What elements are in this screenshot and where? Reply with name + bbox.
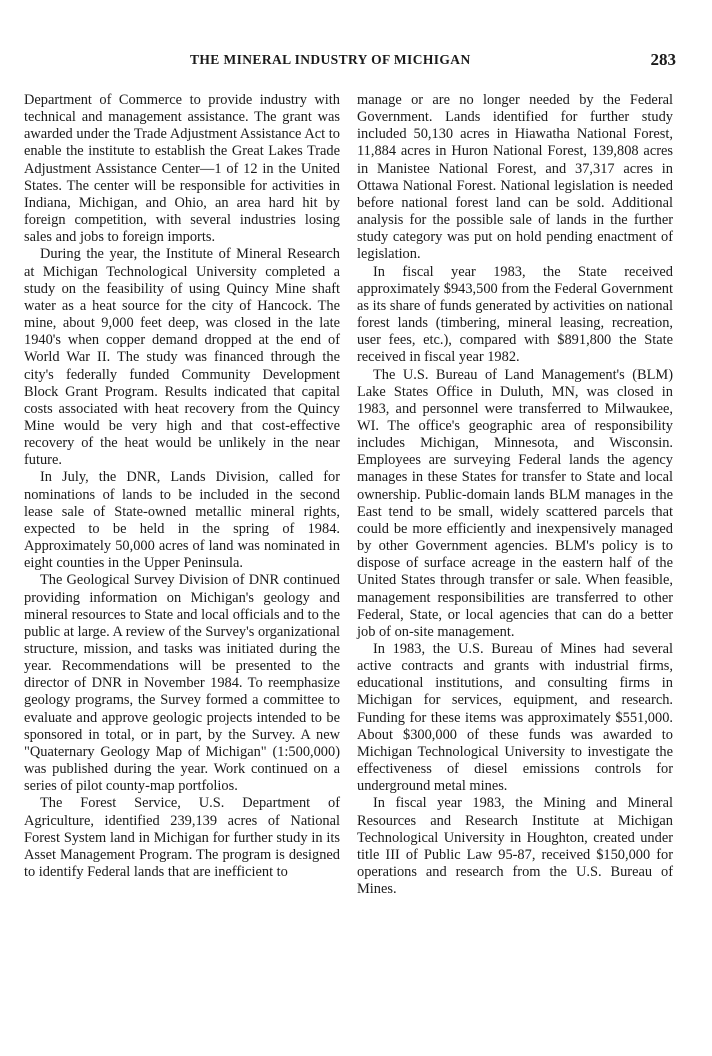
paragraph-fiscal-receipts: In fiscal year 1983, the State received approximately $943,500 from the Federal Government as its share of funds generated by activities on national forest lands (timbering, mineral leasing, recreation, user fees, etc.), compared with $891,800 the State received in fiscal year 1982. — [357, 263, 673, 366]
left-column — [24, 92, 340, 881]
paragraph-blm-office: The U.S. Bureau of Land Management's (BLM) Lake States Office in Duluth, MN, was closed in 1983, and personnel were transferred to Milwaukee, WI. The office's geographic area of responsibility includes Michigan, Minnesota, and Wisconsin. Employees are surveying Federal lands the agency manages in these States for transfer to State and local ownership. Public-domain lands BLM manages in the East tend to be small, widely scattered parcels that could be more efficiently and inexpensively managed by other Government agencies. BLM's policy is to dispose of surface acreage in the eastern half of the United States through transfer or sale. When feasible, management responsibilities are transferred to other Federal, State, or local agencies that can do a better job of on-site management. — [357, 366, 673, 640]
paragraph-geological-survey: The Geological Survey Division of DNR continued providing information on Michigan's geology and mineral resources to State and local officials and to the public at large. A review of the Survey's organizational structure, mission, and tasks was initiated during the year. Recommendations will be presented to the director of DNR in November 1984. To reemphasize geology programs, the Survey formed a committee to evaluate and approve geologic projects intended to be sponsored in total, or in part, by the Survey. A new "Quaternary Geology Map of Michigan" (1:500,000) was published during the year. Work continued on a series of pilot county-map portfolios. — [24, 572, 340, 795]
paragraph-bureau-of-mines-contracts: In 1983, the U.S. Bureau of Mines had several active contracts and grants with industrial firms, educational institutions, and consulting firms in Michigan for services, equipment, and research. Funding for these items was approximately $551,000. About $300,000 of these funds was awarded to Michigan Technological University to investigate the effectiveness of diesel emissions controls for underground metal mines. — [357, 641, 673, 795]
paragraph-commerce-grant: Department of Commerce to provide industry with technical and management assistance. The grant was awarded under the Trade Adjustment Assistance Act to enable the institute to establish the Great Lakes Trade Adjustment Assistance Center—1 of 12 in the United States. The center will be responsible for activities in Indiana, Michigan, and Ohio, an area hard hit by foreign competition, with several industries losing sales and jobs to foreign imports. — [24, 92, 340, 246]
running-head: THE MINERAL INDUSTRY OF MICHIGAN — [190, 52, 471, 67]
page-header — [24, 50, 676, 74]
paragraph-quincy-mine-study: During the year, the Institute of Mineral Research at Michigan Technological University completed a study on the feasibility of using Quincy Mine shaft water as a heat source for the city of Hancock. The mine, about 9,000 feet deep, was closed in the late 1940's when copper demand dropped at the end of World War II. The study was financed through the city's federally funded Community Development Block Grant Program. Results indicated that capital costs associated with heat recovery from the Quincy Mine would be very high and that cost-effective recovery of the heat would be unlikely in the near future. — [24, 246, 340, 469]
paragraph-national-forest-lands: manage or are no longer needed by the Federal Government. Lands identified for further study included 50,130 acres in Hiawatha National Forest, 11,884 acres in Huron National Forest, 139,808 acres in Manistee National Forest, and 37,317 acres in Ottawa National Forest. National legislation is needed before national forest land can be sold. Additional analysis for the possible sale of lands in the further study category was put on hold pending enactment of legislation. — [357, 92, 673, 263]
page-number: 283 — [650, 50, 676, 69]
paragraph-lease-sale: In July, the DNR, Lands Division, called for nominations of lands to be included in the second lease sale of State-owned metallic mineral rights, expected to be held in the spring of 1984. Approximately 50,000 acres of land was nominated in eight counties in the Upper Peninsula. — [24, 469, 340, 572]
paragraph-forest-service: The Forest Service, U.S. Department of Agriculture, identified 239,139 acres of National Forest System land in Michigan for further study in its Asset Management Program. The program is designed to identify Federal lands that are inefficient to — [24, 795, 340, 881]
right-column — [357, 92, 673, 898]
paragraph-mining-institute: In fiscal year 1983, the Mining and Mineral Resources and Research Institute at Michigan Technological University in Houghton, created under title III of Public Law 95-87, received $150,000 for operations and research from the U.S. Bureau of Mines. — [357, 795, 673, 898]
